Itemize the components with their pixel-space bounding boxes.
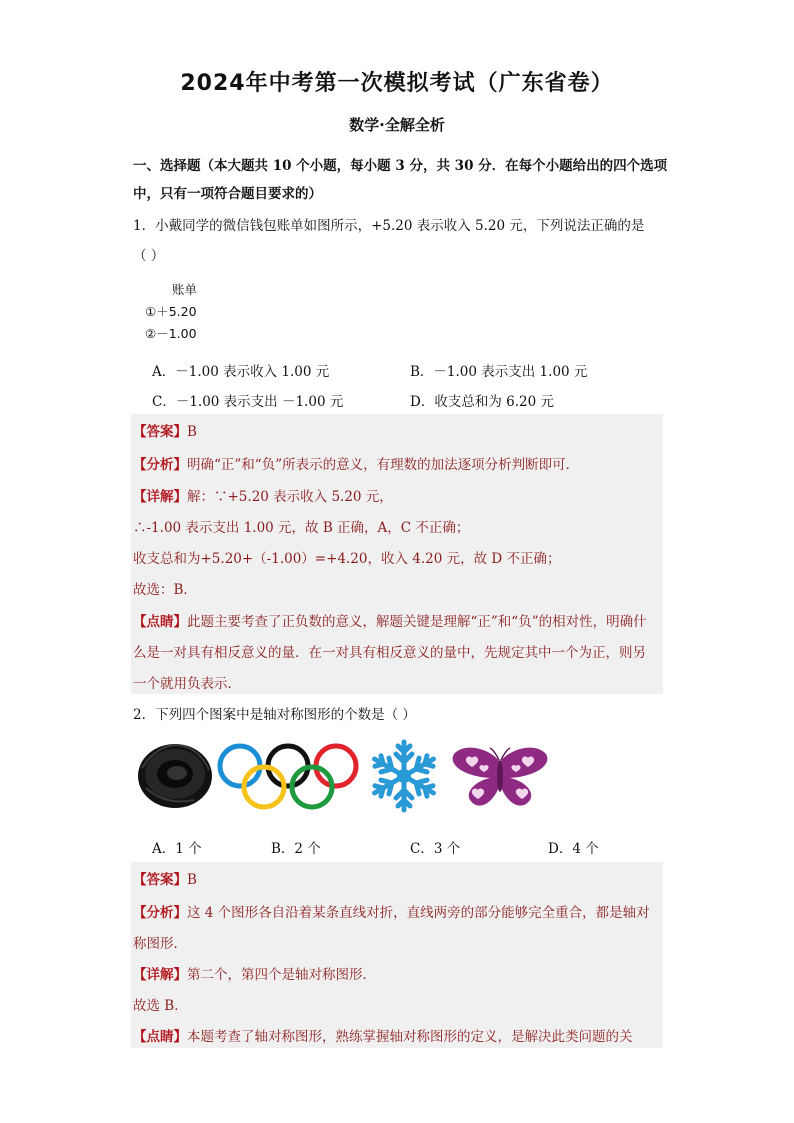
butterfly-image	[450, 746, 550, 808]
scarf-image	[136, 740, 214, 810]
q1-option-b: B．－1.00 表示支出 1.00 元	[410, 364, 588, 380]
q1-detail-line3: 收支总和为+5.20+（-1.00）=+4.20，收入 4.20 元，故 D 不正确；	[133, 551, 561, 567]
section-heading-line1: 一、选择题（本大题共 10 个小题，每小题 3 分，共 30 分．在每个小题给出的四个选项	[133, 158, 668, 174]
bill-heading: 账单	[172, 282, 198, 297]
q2-option-a: A．1 个	[152, 841, 202, 857]
q1-comment-line1	[133, 610, 647, 630]
q1-answer	[133, 420, 197, 440]
answer-tag: 【答案】	[133, 872, 187, 888]
comment-tag: 【点睛】	[133, 614, 187, 630]
q2-detail-line2: 故选 B．	[133, 998, 188, 1014]
detail-text: 第二个，第四个是轴对称图形．	[187, 967, 376, 983]
q1-comment-line2: 么是一对具有相反意义的量．在一对具有相反意义的量中，先规定其中一个为正，则另	[133, 645, 646, 661]
olympic-rings-image	[216, 742, 362, 812]
q1-analysis	[133, 453, 579, 473]
analysis-text: 这 4 个图形各自沿着某条直线对折，直线两旁的部分能够完全重合，都是轴对	[187, 905, 650, 921]
page-title: 2024年中考第一次模拟考试（广东省卷）	[180, 71, 614, 96]
q1-option-c: C．－1.00 表示支出 －1.00 元	[152, 394, 344, 410]
q2-option-c: C．3 个	[410, 841, 461, 857]
q1-detail-line2: ∴-1.00 表示支出 1.00 元，故 B 正确，A，C 不正确；	[133, 520, 470, 536]
comment-text: 此题主要考查了正负数的意义，解题关键是理解“正”和“负”的相对性，明确什	[187, 614, 647, 630]
q1-stem-line1: 1．小戴同学的微信钱包账单如图所示，+5.20 表示收入 5.20 元，下列说法正确的是	[133, 218, 645, 234]
q1-option-d: D．收支总和为 6.20 元	[410, 394, 554, 410]
q2-option-d: D．4 个	[548, 841, 599, 857]
q2-analysis-line1	[133, 901, 650, 921]
detail-tag: 【详解】	[133, 489, 187, 505]
detail-text: 解：∵+5.20 表示收入 5.20 元，	[187, 489, 393, 505]
answer-value: B	[187, 872, 197, 888]
q2-detail-line1	[133, 963, 376, 983]
comment-tag: 【点睛】	[133, 1029, 187, 1045]
q2-stem: 2．下列四个图案中是轴对称图形的个数是（ ）	[133, 707, 416, 723]
q2-analysis-line2: 称图形．	[133, 936, 187, 952]
q1-comment-line3: 一个就用负表示．	[133, 676, 241, 692]
q2-option-b: B．2 个	[271, 841, 321, 857]
q1-stem-line2: （ ）	[133, 248, 165, 264]
q2-answer	[133, 868, 197, 888]
q1-detail-line1	[133, 485, 393, 505]
q2-comment-line1	[133, 1025, 633, 1045]
bill-row-1: ①＋5.20	[145, 304, 197, 319]
bill-row-2: ②－1.00	[145, 326, 197, 341]
q2-solution-box	[131, 862, 663, 1048]
answer-value: B	[187, 424, 197, 440]
detail-tag: 【详解】	[133, 967, 187, 983]
analysis-tag: 【分析】	[133, 905, 187, 921]
analysis-tag: 【分析】	[133, 457, 187, 473]
snowflake-image	[368, 738, 440, 814]
analysis-text: 明确“正”和“负”所表示的意义，有理数的加法逐项分析判断即可．	[187, 457, 580, 473]
q1-detail-line4: 故选：B．	[133, 582, 197, 598]
q1-option-a: A．－1.00 表示收入 1.00 元	[152, 364, 330, 380]
comment-text: 本题考查了轴对称图形，熟练掌握轴对称图形的定义，是解决此类问题的关	[187, 1029, 633, 1045]
page-subtitle: 数学·全解全析	[349, 116, 445, 134]
answer-tag: 【答案】	[133, 424, 187, 440]
section-heading-line2: 中，只有一项符合题目要求的）	[133, 186, 322, 202]
